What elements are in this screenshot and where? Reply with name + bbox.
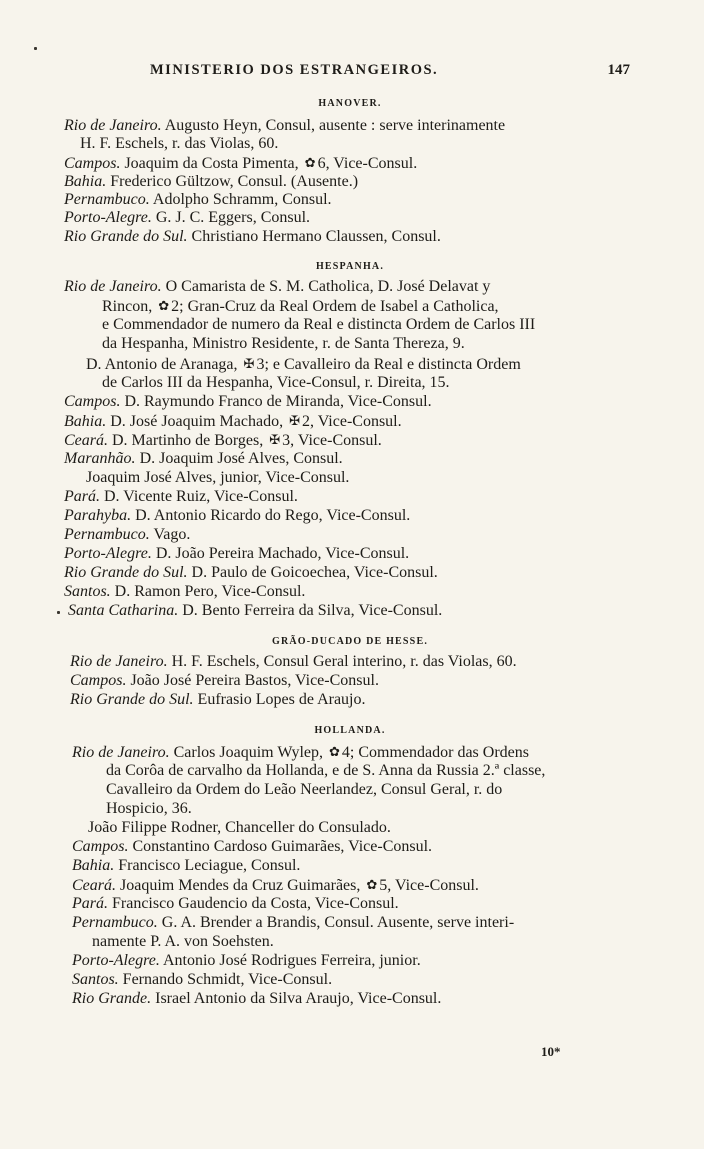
- entry-line: Campos. Constantino Cardoso Guimarães, Vice-Consul.: [72, 838, 433, 855]
- entry-line: Santa Catharina. D. Bento Ferreira da Silva, Vice-Consul.: [68, 602, 443, 619]
- entry-line: Campos. D. Raymundo Franco de Miranda, Vice-Consul.: [64, 393, 432, 410]
- entry-line: Ceará. Joaquim Mendes da Cruz Guimarães, ✿ 5, Vice-Consul.: [72, 877, 479, 894]
- entry-line: Rincon, ✿ 2; Gran-Cruz da Real Ordem de Isabel a Catholica,: [102, 298, 499, 315]
- entry-line: João Filippe Rodner, Chanceller do Consulado.: [88, 819, 391, 836]
- entry-line: Rio de Janeiro. H. F. Eschels, Consul Geral interino, r. das Violas, 60.: [70, 653, 517, 670]
- entry-line: Rio de Janeiro. Augusto Heyn, Consul, ausente : serve interinamente: [64, 117, 506, 134]
- place-name: Rio de Janeiro.: [64, 117, 162, 134]
- cross-decoration-icon: ✠: [289, 413, 300, 428]
- page-number: 147: [607, 62, 630, 78]
- place-name: Rio Grande do Sul.: [64, 564, 188, 581]
- entry-line: Santos. Fernando Schmidt, Vice-Consul.: [72, 971, 333, 988]
- entry-line: Porto-Alegre. G. J. C. Eggers, Consul.: [64, 209, 311, 226]
- entry-line: Campos. Joaquim da Costa Pimenta, ✿ 6, Vice-Consul.: [64, 155, 418, 172]
- page-title: MINISTERIO DOS ESTRANGEIROS.: [150, 62, 439, 78]
- place-name: Bahia.: [72, 857, 115, 874]
- place-name: Pará.: [72, 895, 108, 912]
- place-name: Santos.: [64, 583, 111, 600]
- place-name: Pernambuco.: [72, 914, 158, 931]
- entry-line: da Corôa de carvalho da Hollanda, e de S. Anna da Russia 2.ª classe,: [106, 762, 546, 779]
- place-name: Porto-Alegre.: [72, 952, 160, 969]
- section-heading-hanover: HANOVER.: [318, 98, 382, 109]
- place-name: Rio Grande.: [72, 990, 152, 1007]
- print-speck: [57, 611, 60, 614]
- entry-line: Joaquim José Alves, junior, Vice-Consul.: [86, 469, 350, 486]
- print-speck: [34, 47, 37, 50]
- cross-decoration-icon: ✠: [269, 432, 281, 447]
- place-name: Campos.: [64, 155, 121, 172]
- signature-mark: 10*: [541, 1044, 561, 1059]
- place-name: Rio Grande do Sul.: [70, 691, 194, 708]
- entry-line: Rio Grande. Israel Antonio da Silva Araujo, Vice-Consul.: [72, 990, 442, 1007]
- place-name: Santos.: [72, 971, 119, 988]
- entry-line: Rio Grande do Sul. Eufrasio Lopes de Araujo.: [70, 691, 366, 708]
- section-heading-hespanha: HESPANHA.: [315, 261, 385, 272]
- entry-line: D. Antonio de Aranaga, ✠ 3; e Cavalleiro da Real e distincta Ordem: [86, 356, 521, 373]
- place-name: Santa Catharina.: [68, 602, 179, 619]
- place-name: Campos.: [72, 838, 129, 855]
- entry-line: Pernambuco. G. A. Brender a Brandis, Consul. Ausente, serve interi-: [72, 914, 515, 931]
- order-decoration-icon: ✿: [158, 298, 170, 313]
- cross-decoration-icon: ✠: [243, 356, 255, 371]
- entry-line: Rio Grande do Sul. D. Paulo de Goicoechea, Vice-Consul.: [64, 564, 438, 581]
- place-name: Rio de Janeiro.: [64, 278, 162, 295]
- entry-line: da Hespanha, Ministro Residente, r. de Santa Thereza, 9.: [102, 335, 465, 352]
- place-name: Porto-Alegre.: [64, 209, 152, 226]
- entry-line: Bahia. D. José Joaquim Machado, ✠ 2, Vice-Consul.: [64, 413, 402, 430]
- place-name: Pernambuco.: [64, 191, 150, 208]
- place-name: Campos.: [70, 672, 127, 689]
- place-name: Ceará.: [72, 877, 116, 894]
- order-decoration-icon: ✿: [304, 155, 316, 170]
- place-name: Rio de Janeiro.: [70, 653, 168, 670]
- entry-line: Porto-Alegre. D. João Pereira Machado, Vice-Consul.: [64, 545, 410, 562]
- entry-line: Santos. D. Ramon Pero, Vice-Consul.: [64, 583, 306, 600]
- order-decoration-icon: ✿: [329, 744, 340, 759]
- entry-line: e Commendador de numero da Real e distincta Ordem de Carlos III: [102, 316, 536, 333]
- order-decoration-icon: ✿: [366, 877, 378, 892]
- place-name: Pernambuco.: [64, 526, 150, 543]
- entry-line: Pernambuco. Vago.: [64, 526, 191, 543]
- entry-line: namente P. A. von Soehsten.: [92, 933, 274, 950]
- entry-line: Ceará. D. Martinho de Borges, ✠ 3, Vice-Consul.: [64, 432, 382, 449]
- entry-line: Bahia. Francisco Leciague, Consul.: [72, 857, 301, 874]
- section-heading-hesse: GRÃO-DUCADO DE HESSE.: [271, 636, 429, 647]
- entry-line: Rio de Janeiro. Carlos Joaquim Wylep, ✿ 4; Commendador das Ordens: [72, 744, 529, 761]
- place-name: Pará.: [64, 488, 100, 505]
- entry-line: H. F. Eschels, r. das Violas, 60.: [80, 135, 279, 152]
- entry-line: Campos. João José Pereira Bastos, Vice-Consul.: [70, 672, 379, 689]
- place-name: Porto-Alegre.: [64, 545, 152, 562]
- place-name: Bahia.: [64, 413, 107, 430]
- entry-line: Rio de Janeiro. O Camarista de S. M. Catholica, D. José Delavat y: [64, 278, 491, 295]
- place-name: Parahyba.: [64, 507, 132, 524]
- place-name: Rio de Janeiro.: [72, 744, 170, 761]
- place-name: Maranhão.: [64, 450, 136, 467]
- entry-line: Cavalleiro da Ordem do Leão Neerlandez, Consul Geral, r. do: [106, 781, 503, 798]
- entry-line: Rio Grande do Sul. Christiano Hermano Claussen, Consul.: [64, 228, 441, 245]
- entry-line: Pará. Francisco Gaudencio da Costa, Vice-Consul.: [72, 895, 399, 912]
- place-name: Campos.: [64, 393, 121, 410]
- running-header: [150, 62, 630, 86]
- entry-line: Pernambuco. Adolpho Schramm, Consul.: [64, 191, 332, 208]
- entry-line: Parahyba. D. Antonio Ricardo do Rego, Vice-Consul.: [64, 507, 411, 524]
- entry-line: de Carlos III da Hespanha, Vice-Consul, r. Direita, 15.: [102, 374, 450, 391]
- place-name: Ceará.: [64, 432, 108, 449]
- entry-line: Hospicio, 36.: [106, 800, 192, 817]
- entry-line: Bahia. Frederico Gültzow, Consul. (Ausente.): [64, 173, 359, 190]
- entry-line: Maranhão. D. Joaquim José Alves, Consul.: [64, 450, 343, 467]
- entry-line: Pará. D. Vicente Ruiz, Vice-Consul.: [64, 488, 298, 505]
- section-heading-hollanda: HOLLANDA.: [314, 725, 386, 736]
- place-name: Rio Grande do Sul.: [64, 228, 188, 245]
- place-name: Bahia.: [64, 173, 107, 190]
- entry-line: Porto-Alegre. Antonio José Rodrigues Ferreira, junior.: [72, 952, 421, 969]
